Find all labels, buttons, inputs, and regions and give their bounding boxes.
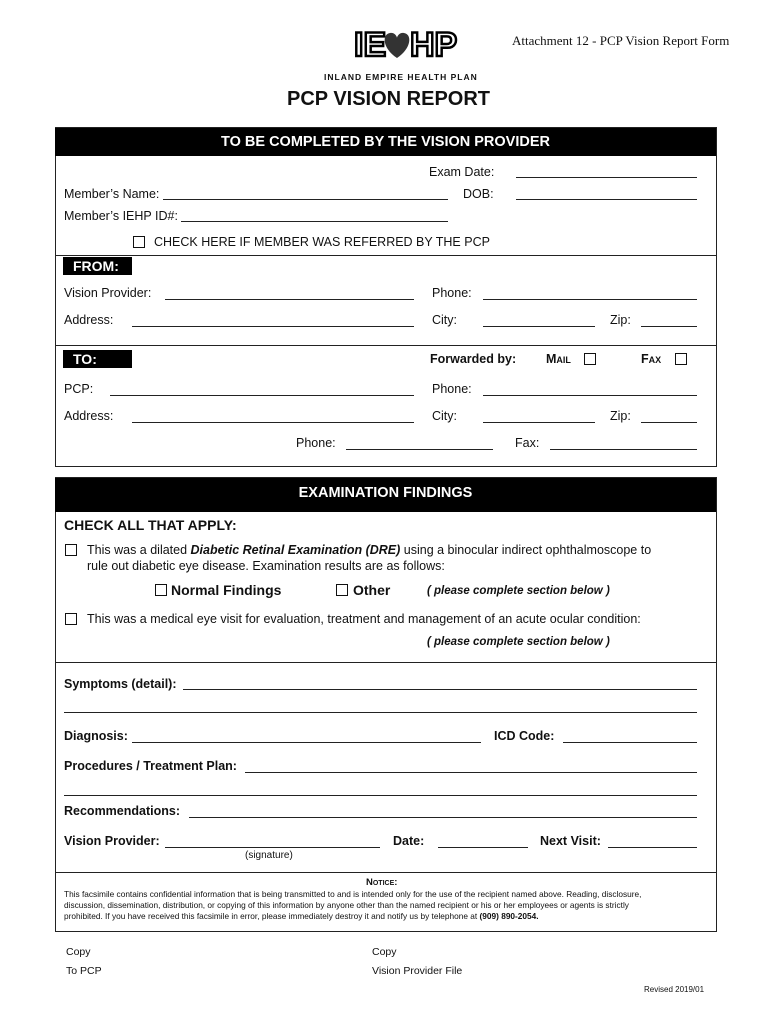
dre-text-line2: rule out diabetic eye disease. Examination results are as follows:: [87, 559, 445, 573]
from-tag: FROM:: [63, 257, 132, 275]
referred-checkbox[interactable]: [133, 236, 145, 248]
vision-provider-signature-field[interactable]: [165, 847, 380, 848]
dre-text-emphasis: Diabetic Retinal Examination (DRE): [190, 543, 401, 557]
notice-line3-text: prohibited. If you have received this facsimile in error, please immediately destroy it and notify us by telephone at: [64, 911, 480, 921]
exam-section-heading: EXAMINATION FINDINGS: [55, 478, 716, 512]
mail-checkbox[interactable]: [584, 353, 596, 365]
iehp-logo: [352, 20, 458, 64]
symptoms-label: Symptoms (detail):: [64, 677, 177, 691]
from-zip-field[interactable]: [641, 326, 697, 327]
from-vision-provider-label: Vision Provider:: [64, 286, 152, 300]
to-zip-label: Zip:: [610, 409, 631, 423]
to-phone-label: Phone:: [432, 382, 472, 396]
normal-findings-label: Normal Findings: [171, 582, 282, 598]
logo-subtitle: INLAND EMPIRE HEALTH PLAN: [324, 72, 478, 82]
from-phone-field[interactable]: [483, 299, 697, 300]
icd-code-label: ICD Code:: [494, 729, 555, 743]
member-name-label: Member’s Name:: [64, 187, 160, 201]
other-label: Other: [353, 582, 391, 598]
from-divider: [55, 255, 716, 256]
exam-date-label: Exam Date:: [429, 165, 495, 179]
page-title: PCP VISION REPORT: [287, 88, 491, 110]
to-city-label: City:: [432, 409, 457, 423]
notice-line1: This facsimile contains confidential information that is being transmitted to and is intended only for the use of the recipient named above. Reading, disclosure,: [64, 889, 642, 899]
to-fax-label: Fax:: [515, 436, 540, 450]
next-visit-field[interactable]: [608, 847, 697, 848]
to-address-label: Address:: [64, 409, 114, 423]
to-phone2-field[interactable]: [346, 449, 493, 450]
icd-code-field[interactable]: [563, 742, 697, 743]
medical-visit-label: This was a medical eye visit for evaluation, treatment and management of an acute ocular condition:: [87, 612, 641, 626]
check-all-label: CHECK ALL THAT APPLY:: [64, 517, 237, 533]
dre-text-pre: This was a dilated: [87, 543, 191, 557]
to-fax-field[interactable]: [550, 449, 697, 450]
from-zip-label: Zip:: [610, 313, 631, 327]
recommendations-field[interactable]: [189, 817, 697, 818]
pcp-label: PCP:: [64, 382, 94, 396]
copy-pcp-line2: To PCP: [66, 965, 102, 977]
procedures-field-line2[interactable]: [64, 795, 697, 796]
to-divider: [55, 345, 716, 346]
fax-checkbox[interactable]: [675, 353, 687, 365]
date-label: Date:: [393, 834, 425, 848]
forwarded-by-label: Forwarded by:: [430, 352, 517, 366]
diagnosis-label: Diagnosis:: [64, 729, 128, 743]
symptoms-field[interactable]: [183, 689, 697, 690]
next-visit-label: Next Visit:: [540, 834, 601, 848]
provider-section-heading: TO BE COMPLETED BY THE VISION PROVIDER: [55, 128, 716, 156]
from-vision-provider-field[interactable]: [165, 299, 414, 300]
dre-text-post: using a binocular indirect ophthalmoscope to: [400, 543, 652, 557]
mail-label: Mail: [546, 352, 571, 366]
from-address-label: Address:: [64, 313, 114, 327]
notice-title: Notice:: [366, 877, 398, 888]
recommendations-label: Recommendations:: [64, 804, 180, 818]
member-id-label: Member’s IEHP ID#:: [64, 209, 178, 223]
notice-phone: (909) 890-2054.: [479, 911, 539, 921]
from-address-field[interactable]: [132, 326, 414, 327]
dre-text: [87, 543, 651, 557]
date-field[interactable]: [438, 847, 528, 848]
dob-field[interactable]: [516, 199, 697, 200]
to-city-field[interactable]: [483, 422, 595, 423]
copy-provider-line2: Vision Provider File: [372, 965, 463, 977]
from-phone-label: Phone:: [432, 286, 472, 300]
fax-option-label: Fax: [641, 352, 662, 366]
to-phone-field[interactable]: [483, 395, 697, 396]
other-checkbox[interactable]: [336, 584, 348, 596]
attachment-label: Attachment 12 - PCP Vision Report Form: [512, 33, 730, 48]
to-zip-field[interactable]: [641, 422, 697, 423]
symptoms-field-line2[interactable]: [64, 712, 697, 713]
please-complete-note-1: ( please complete section below ): [427, 585, 610, 597]
dob-label: DOB:: [463, 187, 494, 201]
from-city-field[interactable]: [483, 326, 595, 327]
member-name-field[interactable]: [163, 199, 448, 200]
referred-label: CHECK HERE IF MEMBER WAS REFERRED BY THE PCP: [154, 235, 490, 249]
notice-divider: [55, 872, 716, 873]
copy-pcp-line1: Copy: [66, 946, 91, 958]
svg-text:HP: HP: [410, 26, 458, 64]
svg-text:IE: IE: [354, 26, 387, 64]
notice-line3: [64, 911, 539, 921]
medical-visit-checkbox[interactable]: [65, 613, 77, 625]
iehp-logo-graphic: [352, 20, 458, 64]
signature-caption: (signature): [245, 850, 293, 861]
dre-checkbox[interactable]: [65, 544, 77, 556]
from-city-label: City:: [432, 313, 457, 327]
please-complete-note-2: ( please complete section below ): [427, 636, 610, 648]
diagnosis-field[interactable]: [132, 742, 481, 743]
normal-findings-checkbox[interactable]: [155, 584, 167, 596]
procedures-field[interactable]: [245, 772, 697, 773]
vision-provider-signature-label: Vision Provider:: [64, 834, 160, 848]
to-phone2-label: Phone:: [296, 436, 336, 450]
exam-date-field[interactable]: [516, 177, 697, 178]
to-address-field[interactable]: [132, 422, 414, 423]
revised-label: Revised 2019/01: [644, 985, 705, 994]
to-tag: TO:: [63, 350, 132, 368]
copy-provider-line1: Copy: [372, 946, 397, 958]
procedures-label: Procedures / Treatment Plan:: [64, 759, 237, 773]
notice-line2: discussion, dissemination, distribution, or copying of this information by anyone other than the named recipient or his or her employees or agents is strictly: [64, 900, 629, 910]
pcp-field[interactable]: [110, 395, 414, 396]
member-id-field[interactable]: [181, 221, 448, 222]
findings-divider: [55, 662, 716, 663]
